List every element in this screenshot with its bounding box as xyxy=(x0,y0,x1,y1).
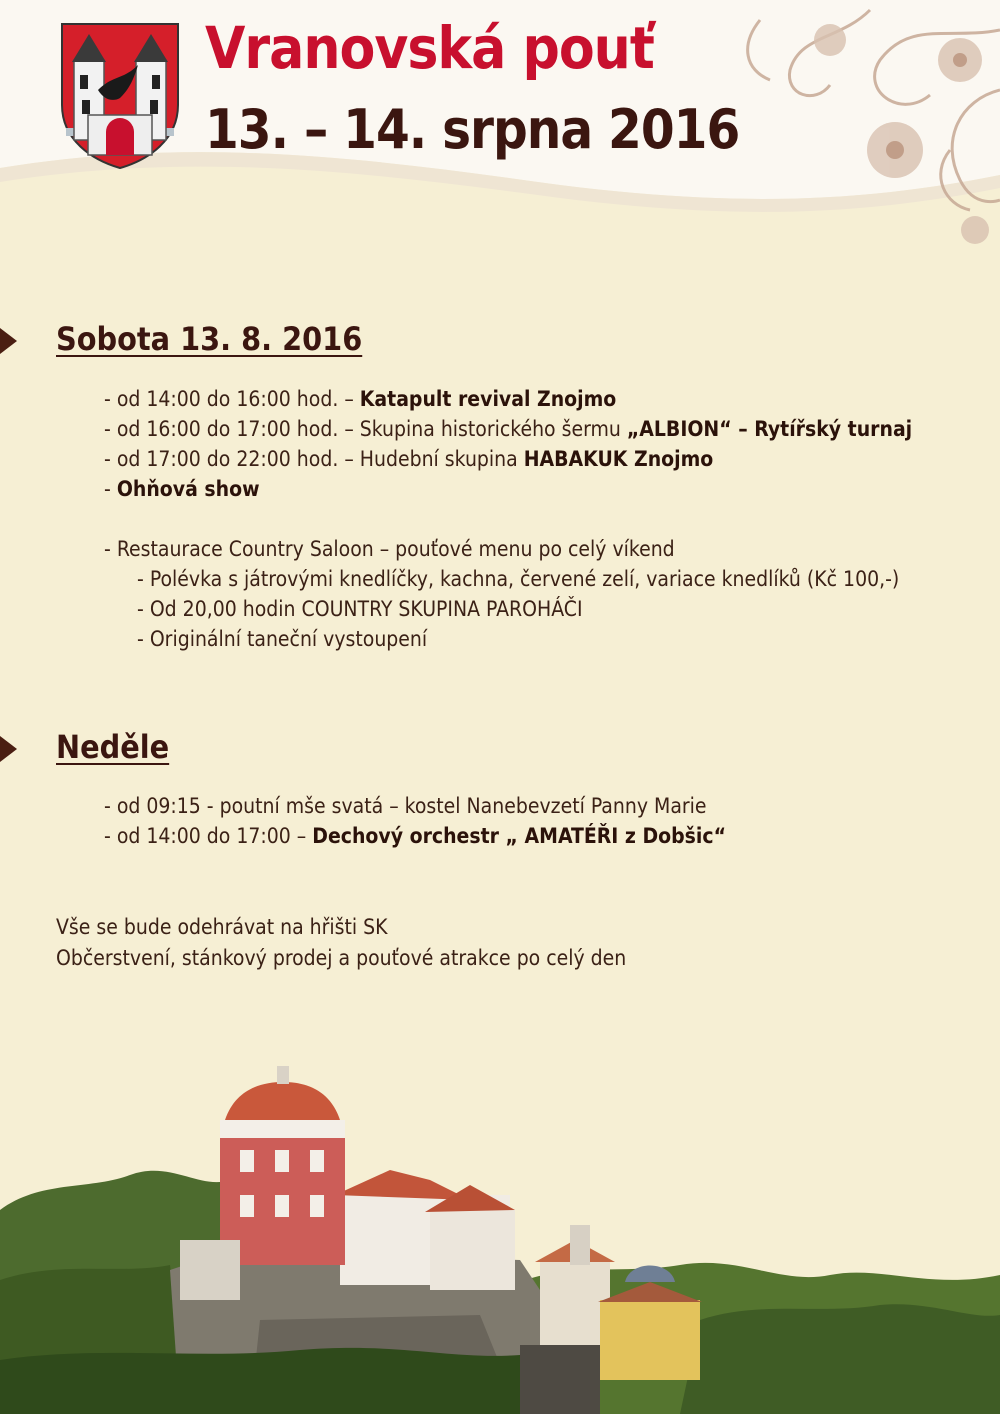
program-item: - Ohňová show xyxy=(104,477,260,501)
restaurant-subitem: - Originální taneční vystoupení xyxy=(137,627,428,651)
event-title: Vranovská pouť xyxy=(205,14,654,82)
program-item: - od 14:00 do 16:00 hod. – Katapult revival Znojmo xyxy=(104,387,617,411)
program-item: - od 14:00 do 17:00 – Dechový orchestr „ AMATÉŘI z Dobšic“ xyxy=(104,824,726,848)
program-item: - od 17:00 do 22:00 hod. – Hudební skupina HABAKUK Znojmo xyxy=(104,447,714,471)
restaurant-subitem: - Od 20,00 hodin COUNTRY SKUPINA PAROHÁČI xyxy=(137,597,583,621)
coat-of-arms-icon xyxy=(58,20,182,170)
saturday-heading: Sobota 13. 8. 2016 xyxy=(56,320,363,358)
note-line: Vše se bude odehrávat na hřišti SK xyxy=(56,915,388,939)
note-line: Občerstvení, stánkový prodej a pouťové atrakce po celý den xyxy=(56,946,627,970)
section-marker-icon xyxy=(0,328,17,354)
event-date: 13. – 14. srpna 2016 xyxy=(205,98,740,161)
section-marker-icon xyxy=(0,736,17,762)
castle-landscape-icon xyxy=(0,1060,1000,1414)
saturday-program xyxy=(104,384,912,654)
sunday-program xyxy=(104,791,726,851)
general-notes xyxy=(56,912,626,974)
restaurant-title: - Restaurace Country Saloon – pouťové menu po celý víkend xyxy=(104,537,675,561)
sunday-heading: Neděle xyxy=(56,728,170,766)
program-item: - od 09:15 - poutní mše svatá – kostel Nanebevzetí Panny Marie xyxy=(104,794,707,818)
program-item: - od 16:00 do 17:00 hod. – Skupina historického šermu „ALBION“ – Rytířský turnaj xyxy=(104,417,913,441)
restaurant-subitem: - Polévka s játrovými knedlíčky, kachna, červené zelí, variace knedlíků (Kč 100,-) xyxy=(137,567,900,591)
